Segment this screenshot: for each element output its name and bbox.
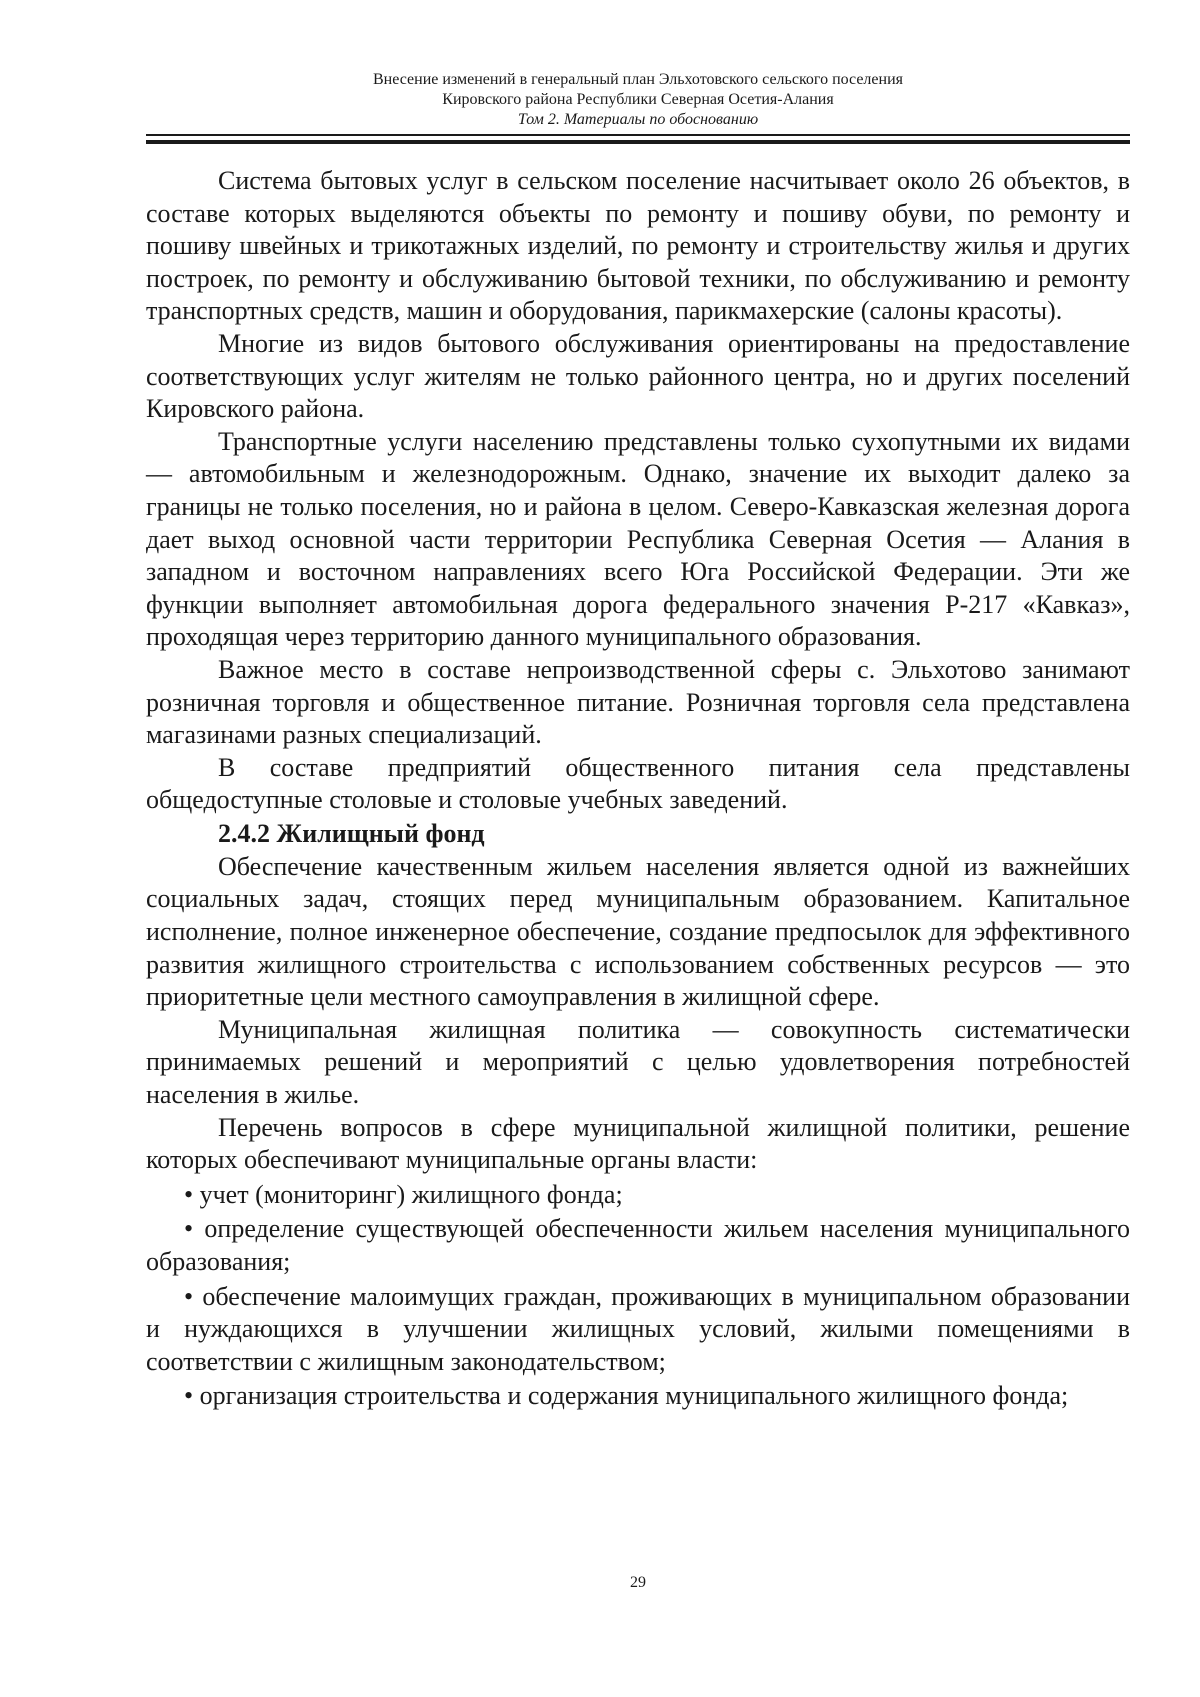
paragraph-policy-questions: Перечень вопросов в сфере муниципальной жилищной политики, решение которых обеспечивают муниципальные органы власти: bbox=[146, 1112, 1130, 1175]
paragraph-housing-provision: Обеспечение качественным жильем населения является одной из важнейших социальных задач, стоящих перед муниципальным образованием. Капитальное исполнение, полное инженерное обеспечение, создание предпосылок для эффективного развития жилищного строительства с использованием собственных ресурсов — это приоритетные цели местного самоуправления в жилищной сфере. bbox=[146, 851, 1130, 1012]
document-body bbox=[146, 165, 1130, 1413]
header-volume-line: Том 2. Материалы по обоснованию bbox=[517, 111, 759, 128]
page-number: 29 bbox=[630, 1574, 646, 1591]
list-item: • определение существующей обеспеченности жильем населения муниципального образования; bbox=[146, 1214, 1130, 1276]
paragraph-housing-policy: Муниципальная жилищная политика — совокупность систематически принимаемых решений и мероприятий с целью удовлетворения потребностей населения в жилье. bbox=[146, 1014, 1130, 1110]
paragraph-retail-trade: Важное место в составе непроизводственной сферы с. Эльхотово занимают розничная торговля и общественное питание. Розничная торговля села представлена магазинами разных специализаций. bbox=[146, 654, 1130, 750]
paragraph-household-services: Система бытовых услуг в сельском поселение насчитывает около 26 объектов, в составе которых выделяются объекты по ремонту и пошиву обуви, по ремонту и пошиву швейных и трикотажных изделий, по ремонту и строительству жилья и других построек, по ремонту и обслуживанию бытовой техники, по обслуживанию и ремонту транспортных средств, машин и оборудования, парикмахерские (салоны красоты). bbox=[146, 166, 1130, 326]
header-title-line-1: Внесение изменений в генеральный план Эльхотовского сельского поселения bbox=[373, 71, 903, 88]
list-item: • обеспечение малоимущих граждан, проживающих в муниципальном образовании и нуждающихся в улучшении жилищных условий, жилыми помещениями в соответствии с жилищным законодательством; bbox=[146, 1281, 1130, 1376]
header-rule-thin bbox=[146, 134, 1130, 136]
paragraph-transport-services: Транспортные услуги населению представлены только сухопутными их видами — автомобильным и железнодорожным. Однако, значение их выходит далеко за границы не только поселения, но и района в целом. Северо-Кавказская железная дорога дает выход основной части территории Республика Северная Осетия — Алания в западном и восточном направлениях всего Юга Российской Федерации. Эти же функции выполняет автомобильная дорога федерального значения Р-217 «Кавказ», проходящая через территорию данного муниципального образования. bbox=[146, 426, 1130, 652]
list-item: • учет (мониторинг) жилищного фонда; bbox=[184, 1179, 623, 1209]
section-heading-housing-stock: 2.4.2 Жилищный фонд bbox=[218, 818, 485, 848]
header-title-line-2: Кировского района Республики Северная Осетия-Алания bbox=[442, 91, 834, 108]
header-rule-thick bbox=[146, 140, 1130, 144]
paragraph-service-orientation: Многие из видов бытового обслуживания ориентированы на предоставление соответствующих услуг жителям не только районного центра, но и других поселений Кировского района. bbox=[146, 328, 1130, 424]
paragraph-public-catering: В составе предприятий общественного питания села представлены общедоступные столовые и столовые учебных заведений. bbox=[146, 752, 1130, 815]
page-header bbox=[146, 70, 1130, 130]
list-item: • организация строительства и содержания муниципального жилищного фонда; bbox=[184, 1381, 1069, 1411]
